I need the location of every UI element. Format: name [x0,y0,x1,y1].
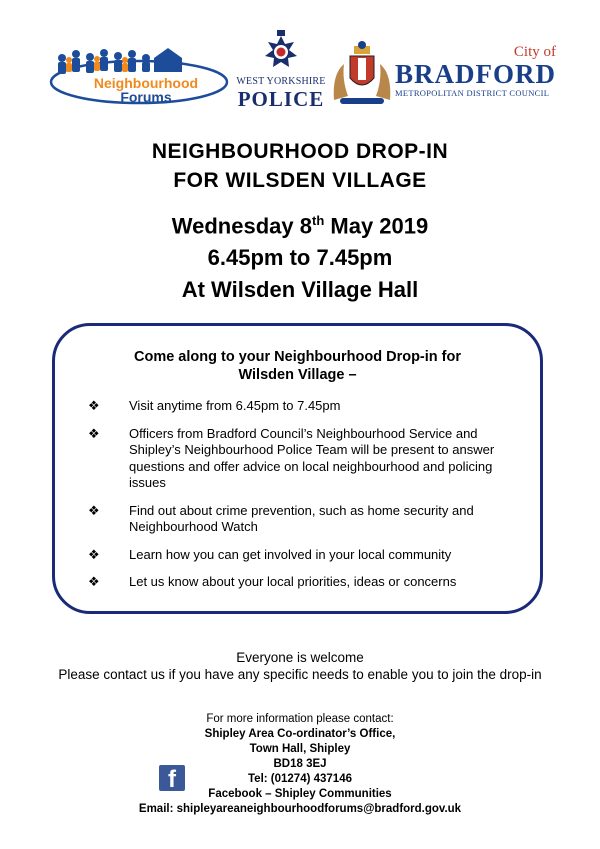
list-item [83,398,523,415]
bradford-council-logo [395,44,560,99]
contact-phone: Tel: (01274) 437146 [248,773,352,785]
welcome-text: Everyone is welcome [236,650,364,665]
contact-intro: For more information please contact: [206,713,394,725]
bullet-list [83,398,523,602]
diamond-bullet-icon: ❖ [88,546,100,562]
list-item [83,574,523,591]
event-venue: At Wilsden Village Hall [181,277,419,302]
list-item-text: Visit anytime from 6.45pm to 7.45pm [129,398,341,413]
list-item-text: Let us know about your local priorities, ideas or concerns [129,574,457,589]
contact-office: Shipley Area Co-ordinator’s Office, [204,728,396,740]
box-intro-line1: Come along to your Neighbourhood Drop-in for [133,349,462,365]
logo-text-metropolitan-council: METROPOLITAN DISTRICT COUNCIL [395,88,550,98]
contact-details [0,712,600,817]
list-item-text: Find out about crime prevention, such as home security and Neighbourhood Watch [129,502,474,534]
contact-postcode: BD18 3EJ [273,758,327,770]
contact-facebook: Facebook – Shipley Communities [208,788,392,800]
event-date-rest: May 2019 [324,213,429,239]
list-item-text: Officers from Bradford Council’s Neighbourhood Service and Shipley’s Neighbourhood Police Team will be present to answer questions and offer advice on local neighbourhood and policing issues [129,425,495,490]
info-box [52,323,543,614]
box-intro-line2: Wilsden Village – [238,367,357,383]
logo-text-city-of: City of [513,44,556,60]
contact-address: Town Hall, Shipley [249,743,351,755]
event-date-ordinal: th [311,213,325,228]
diamond-bullet-icon: ❖ [88,398,100,413]
facebook-letter: f [168,766,176,793]
police-logo-text-region: WEST YORKSHIRE [236,76,326,87]
neighbourhood-forums-logo [46,42,232,106]
contact-email: Email: shipleyareaneighbourhoodforums@bradford.gov.uk [138,803,462,815]
list-item [83,503,523,536]
list-item-text: Learn how you can get involved in your local community [129,546,452,562]
event-date-prefix: Wednesday 8 [171,213,312,239]
logo-text-forums: Forums [120,89,172,105]
event-title-line1: NEIGHBOURHOOD DROP-IN [151,140,449,163]
logo-text-bradford: BRADFORD [395,59,556,89]
list-item [83,426,523,492]
police-star-crest-icon [263,30,299,74]
diamond-bullet-icon: ❖ [88,574,100,589]
bradford-coat-of-arms-icon [330,40,394,108]
diamond-bullet-icon: ❖ [88,425,100,441]
event-title-line2: FOR WILSDEN VILLAGE [173,169,427,192]
facebook-icon [159,765,185,791]
list-item [83,547,523,564]
event-time: 6.45pm to 7.45pm [207,245,393,270]
west-yorkshire-police-logo [236,30,326,111]
diamond-bullet-icon: ❖ [88,502,100,518]
police-logo-text-police: POLICE [237,87,325,111]
specific-needs-text: Please contact us if you have any specific needs to enable you to join the drop-in [58,667,542,682]
box-intro [55,348,540,384]
logo-text-neighbourhood: Neighbourhood [93,75,199,91]
event-date [0,213,600,239]
